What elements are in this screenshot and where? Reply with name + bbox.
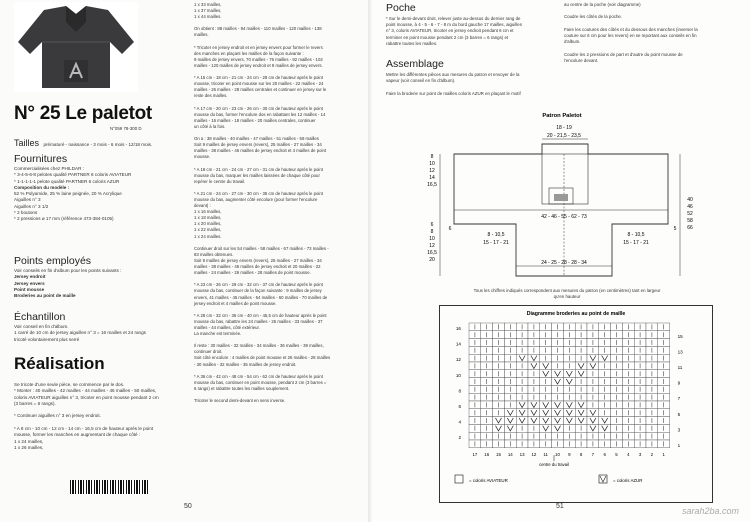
col-label: 4 [627, 451, 630, 457]
row-label-right: 3 [677, 427, 681, 433]
instruction-line: devant) : [194, 203, 211, 209]
page-number-right: 51 [556, 503, 564, 510]
instruction-line: On obtient : 88 mailles - 94 mailles - 110 mailles - 120 mailles - 138 [194, 26, 322, 32]
realisation-line: * Monter : 40 mailles - 42 mailles - 44 mailles - 46 mailles - 50 mailles, [14, 388, 157, 394]
legend-aviateur-swatch [455, 475, 463, 483]
echantillon-heading: Échantillon [14, 311, 66, 323]
pattern-title: N° 25 Le paletot [14, 103, 152, 124]
instruction-line: mailles - 24 mailles - 26 mailles - 28 mailles de point mousse. [194, 270, 311, 276]
col-label: 6 [603, 451, 606, 457]
instruction-line: 1 x 33 mailles, [194, 2, 222, 7]
col-label: 10 [555, 451, 560, 457]
patron-right-val: 40 [687, 197, 693, 203]
realisation-line: (3 barres = 6 rangs). [14, 400, 56, 406]
patron-left-val: 6 [430, 222, 434, 228]
realisation-line: mousse, former les manches en augmentant de chaque côté : [14, 432, 141, 438]
instruction-line: mailles - 26 mailles - 28 mailles centrales et continuer en jersey sur le [194, 87, 327, 93]
patron-note [402, 288, 732, 301]
instruction-line: * A 36 cm - 42 cm - 48 cm - 54 cm - 62 cm de hauteur après le point [194, 373, 323, 379]
embroidery-diagram [439, 305, 713, 503]
sizes-label: Tailles [14, 138, 40, 148]
row-label-right: 11 [677, 365, 683, 371]
instruction-line: mailles - 16 mailles - 18 mailles - 20 mailles centrales, continuer [194, 117, 316, 123]
instruction-line: Tricoter le second demi-devant en sens inverse. [194, 398, 286, 404]
right-page [372, 0, 750, 522]
diagram-grid [469, 323, 670, 448]
patron-schematic [392, 108, 732, 298]
instruction-line: repérer le centre du travail. [194, 178, 246, 184]
poche-line: * Sur le demi-devant droit, relever juste au-dessus du dernier rang de [386, 16, 521, 21]
instruction-line: * A 21 cm - 24 cm - 27 cm - 30 cm - 35 cm de hauteur après le point [194, 190, 323, 196]
instruction-line: mailles. [194, 32, 209, 38]
realisation-line: 1 x 24 mailles, [14, 438, 44, 444]
instruction-line: 1 x 24 mailles. [194, 233, 222, 239]
col-label: 1 [662, 451, 665, 457]
instruction-line: * Tricoter en jersey endroit et en jersey envers pour former le revers [194, 44, 323, 50]
instruction-line: un côté à la fois. [194, 123, 226, 129]
row-label-right: 9 [677, 380, 681, 386]
row-label-left: 14 [455, 341, 461, 347]
patron-left-val: 12 [429, 168, 435, 174]
patron-right-b: 15 - 17 - 21 [623, 240, 649, 246]
col-label: 8 [579, 451, 583, 457]
instruction-line: Soit 9 mailles de jersey envers (revers), 25 mailles - 27 mailles - 34 [194, 257, 322, 263]
instruction-line: Soit 9 mailles de jersey envers (revers), 25 mailles - 27 mailles - 34 [194, 142, 322, 148]
patron-note-line-1: Tous les chiffres indiqués correspondent aux mesures du patron (en centimètres) tant en largeur [473, 288, 661, 293]
instruction-line: mousse du bas, continuer en point mousse, pendant 2 cm (3 barres = [194, 379, 327, 385]
poche-line: n° 3, coloris AVIATEUR, tricoter en jersey endroit pendant 6 cm et [386, 28, 514, 34]
instruction-line: envers, 41 mailles - 45 mailles - 54 mailles - 60 mailles - 70 mailles de [194, 294, 328, 300]
instruction-line: * A 18 cm - 21 cm - 24 cm - 27 cm - 31 cm de hauteur après le point [194, 166, 323, 172]
echantillon-line: Voir conseil en fin d'album. [14, 324, 69, 329]
echantillon-line: tricoté volontairement plus serré [14, 336, 80, 342]
instruction-line: mousse du bas, former l'encolure dos en rabattant les 12 mailles - 14 [194, 111, 326, 117]
diagram-title: Diagramme broderies au point de maille [526, 311, 626, 317]
points-list [14, 268, 186, 299]
realisation-line: * Continuer aiguilles n° 3 en jersey endroit. [14, 413, 101, 419]
patron-title: Patron Paletot [542, 113, 582, 119]
instruction-line: mousse du bas, marquer les mailles laissées de chaque côté pour [194, 172, 320, 178]
poche-line: rabattre toutes les mailles. [386, 40, 438, 46]
row-label-right: 7 [677, 396, 681, 402]
poche-line: terminer en point mousse pendant 2 cm (3 barres = 6 rangs) et [386, 34, 509, 40]
instruction-line: * A 23 cm - 26 cm - 29 cm - 32 cm - 37 cm de hauteur après le point [194, 282, 323, 288]
realisation-heading: Réalisation [14, 354, 105, 373]
row-label-left: 6 [458, 404, 461, 410]
points-line: Jersey envers [14, 280, 45, 286]
row-label-left: 2 [458, 435, 461, 441]
instruction-line: mousse. [194, 154, 211, 160]
assemblage-column-2 [564, 2, 744, 64]
patron-left-val: 8 [430, 154, 434, 160]
fournitures-line: Aiguilles n° 3 1/2 [14, 203, 49, 209]
instruction-line: mailles - 38 mailles - 46 mailles de jersey endroit et 4 mailles de point [194, 148, 327, 154]
row-label-right: 15 [677, 333, 683, 339]
patron-left-val: 20 [429, 257, 435, 263]
patron-left-val: 14 [429, 175, 435, 181]
instruction-line: Il reste : 30 mailles - 32 mailles - 34 mailles - 36 mailles - 39 mailles, [194, 343, 324, 349]
points-heading: Points employés [14, 255, 92, 267]
col-label: 12 [531, 451, 537, 457]
row-label-left: 8 [458, 388, 461, 394]
sizes-text: prématuré - naissance - 3 mois - 6 mois - 12/18 mois. [43, 142, 153, 147]
instruction-line: mousse du bas, augmenter côté encolure (pour former l'encolure [194, 197, 318, 202]
barcode [70, 480, 150, 494]
patron-right-val: 66 [687, 225, 693, 231]
row-label-right: 5 [677, 411, 681, 417]
instruction-line: mousse du bas, rabattre les 24 mailles - 26 mailles - 33 mailles - 37 [194, 318, 323, 324]
realisation-line: 1 x 26 mailles, [14, 444, 44, 450]
fournitures-heading: Fournitures [14, 153, 68, 165]
instruction-line: mailles - 120 mailles de jersey endroit et 9 mailles de jersey envers. [194, 62, 323, 68]
col2-line: Coudre les côtés de la poche. [564, 14, 623, 20]
instruction-line: 83 mailles obtenues. [194, 251, 234, 257]
patron-top-label-2: 20 - 21,5 - 23,5 [547, 133, 581, 139]
points-line: Point mousse [14, 286, 45, 292]
patron-left-val: 8 [430, 229, 434, 235]
row-label-left: 16 [455, 326, 461, 332]
points-line: Jersey endroit [14, 274, 46, 280]
col-label: 13 [519, 451, 525, 457]
patron-mid-label: 42 - 46 - 55 - 62 - 73 [541, 214, 587, 220]
echantillon-text [14, 324, 186, 343]
row-label-left: 10 [455, 372, 461, 378]
fournitures-line: * 2 pressions ø 17 mm (référence 473-384-0105) [14, 216, 114, 222]
fournitures-line: * 1-1-1-1-1 pelote qualité PARTNER 6 coloris AZUR [14, 178, 120, 184]
realisation-text [14, 382, 192, 451]
poche-text [386, 16, 564, 47]
assemblage-heading: Assemblage [386, 58, 444, 70]
col-label: 15 [496, 451, 501, 457]
col-label: 9 [568, 451, 571, 457]
col-label: 16 [484, 451, 490, 457]
col-label: 7 [591, 451, 595, 457]
page-number-left: 50 [184, 503, 192, 510]
row-label-left: 12 [455, 357, 461, 363]
instruction-line: 1 x 18 mailles, [194, 215, 222, 221]
instruction-line: des manches en plaçant les mailles de la façon suivante : [194, 50, 304, 56]
col-label: 2 [650, 451, 654, 457]
row-label-left: 4 [458, 419, 461, 425]
left-page [0, 0, 372, 522]
fournitures-line: Commercialisées chez PHILDAR : [14, 166, 84, 171]
patron-left-a: 8 - 10,5 [487, 232, 505, 238]
echantillon-line: 1 carré de 10 cm de jersey aiguilles n° 3 = 16 mailles et 24 rangs [14, 330, 146, 336]
realisation-line: Se tricote d'une seule pièce, se commence par le dos. [14, 382, 125, 387]
instruction-line: Soit côté encolure : 4 mailles de point mousse et 26 mailles - 28 mailles [194, 355, 331, 361]
instructions-column [194, 2, 366, 404]
instruction-line: * A 28 cm - 32 cm - 36 cm - 40 cm - 45,5 cm de hauteur après le point [194, 312, 327, 318]
fournitures-line: * 3-4-5-6-8 pelotes qualité PARTNER 6 coloris AVIATEUR [14, 172, 132, 178]
instruction-line: mailles - 44 mailles, côté extérieur. [194, 324, 260, 330]
instruction-line: mousse du bas, continuer de la façon suivante : 9 mailles de jersey [194, 288, 322, 294]
watermark: sarah2ba.com [682, 506, 740, 516]
patron-right-a: 8 - 10,5 [627, 232, 645, 238]
patron-right-val: 58 [687, 218, 693, 224]
patron-bottom-left: 6 [448, 226, 452, 232]
fournitures-line: 52 % Polyamide, 25 % laine peignée, 20 % Acrylique [14, 191, 122, 197]
patron-right-val: 52 [687, 211, 693, 217]
fournitures-list [14, 166, 186, 223]
fournitures-line: * 2 boutons [14, 210, 38, 216]
col2-line: au centre de la poche (voir diagramme) [564, 2, 641, 7]
poche-line: point mousse, à 4 - 5 - 6 - 7 - 8 m du bord gauche 17 mailles, aiguilles [386, 22, 522, 28]
instruction-line: continuer droit. [194, 349, 223, 355]
points-line: Voir conseils en fin d'album pour les points suivants : [14, 268, 122, 273]
poche-heading: Poche [386, 2, 416, 14]
legend-azur: = coloris AZUR [613, 478, 643, 483]
patron-bottom-label: 24 - 25 - 28 - 28 - 34 [541, 260, 587, 266]
patron-left-b: 15 - 17 - 21 [483, 240, 509, 246]
instruction-line: 1 x 16 mailles, [194, 209, 222, 215]
instruction-line: 6 rangs) et rabattre toutes les mailles souplement. [194, 385, 290, 391]
instruction-line: jersey endroit et 4 mailles de point mousse. [194, 300, 277, 306]
col2-line: l'encolure devant. [564, 57, 599, 63]
sweater-photo [14, 2, 138, 92]
patron-top-label-1: 18 - 19 [556, 125, 572, 131]
instruction-line: * A 17 cm - 20 cm - 23 cm - 26 cm - 30 cm de hauteur après le point [194, 105, 323, 111]
row-label-right: 1 [677, 443, 681, 449]
realisation-line: coloris AVIATEUR aiguilles n° 3, tricoter en point mousse pendant 2 cm [14, 394, 159, 400]
instruction-line: reste des mailles. [194, 93, 228, 99]
sizes-block [14, 133, 194, 151]
col2-line: d'album. [564, 39, 581, 45]
patron-right-val: 46 [687, 204, 693, 210]
col2-line: Coudre les 2 pressions de part et d'autre du point mousse de [564, 51, 683, 57]
instruction-line: 1 x 37 mailles, [194, 8, 222, 14]
col2-line: Faire les coutures des côtés et du dessous des manches (inverser la [564, 26, 698, 32]
patron-left-val: 16,5 [427, 250, 437, 256]
instruction-line: 1 x 22 mailles, [194, 227, 222, 233]
row-label-right: 13 [677, 349, 683, 355]
col2-line: couture sur 6 cm pour les revers) en se reportant aux conseils en fin [564, 33, 697, 39]
col-label: 11 [543, 451, 548, 457]
assemblage-line: Mettre les différentes pièces aux mesures du patron et envoyer de la [386, 72, 520, 77]
instruction-line: Continuer droit sur les 54 mailles - 58 mailles - 67 mailles - 73 mailles - [194, 245, 329, 251]
instruction-line: mailles - 38 mailles - 46 mailles de jersey endroit et 20 mailles - 22 [194, 264, 321, 270]
legend-aviateur: = coloris AVIATEUR [469, 478, 508, 483]
col-label: 17 [472, 451, 478, 457]
patron-left-val: 10 [429, 236, 435, 242]
instruction-line: - 30 mailles - 32 mailles - 35 mailles de jersey endroit. [194, 361, 297, 367]
col-label: 14 [507, 451, 513, 457]
realisation-line: * A 8 cm - 10 cm - 12 cm - 14 cm - 16,5 cm de hauteur après le point [14, 426, 154, 432]
patron-left-val: 12 [429, 243, 435, 249]
pattern-reference: N°059 78-300 D [110, 126, 142, 131]
col-label: 5 [615, 451, 618, 457]
instruction-line: * A 15 cm - 18 cm - 21 cm - 24 cm - 28 cm de hauteur après le point [194, 75, 323, 81]
patron-note-line-2: qu'en hauteur [553, 294, 581, 300]
assemblage-line: Faire la broderie sur point de mailles coloris AZUR en plaçant le motif [386, 90, 521, 96]
instruction-line: 1 x 20 mailles, [194, 221, 222, 227]
patron-left-val: 16,5 [427, 182, 437, 188]
instruction-line: mousse, tricoter en point mousse sur les 20 mailles - 22 mailles - 24 [194, 81, 324, 87]
instruction-line: On a : 38 mailles - 40 mailles - 47 mailles - 51 mailles - 59 mailles [194, 136, 319, 142]
diagram-center-label: centre du travail [539, 462, 569, 467]
instruction-line: 9 mailles de jersey envers, 70 mailles - 76 mailles - 92 mailles - 102 [194, 56, 323, 62]
patron-bottom-right: 5 [673, 226, 677, 232]
fournitures-line: Aiguilles n° 3 [14, 197, 41, 203]
fournitures-line: Composition du modèle : [14, 184, 70, 190]
instruction-line: La manche est terminée. [194, 331, 242, 337]
assemblage-line: vapeur (voir conseil en fin d'album). [386, 78, 456, 84]
assemblage-text [386, 72, 576, 97]
points-line: Broderies au point de maille [14, 293, 76, 299]
col-label: 3 [638, 451, 642, 457]
pocket-motif [554, 194, 568, 201]
patron-left-val: 10 [429, 161, 435, 167]
instruction-line: 1 x 44 mailles. [194, 14, 222, 20]
